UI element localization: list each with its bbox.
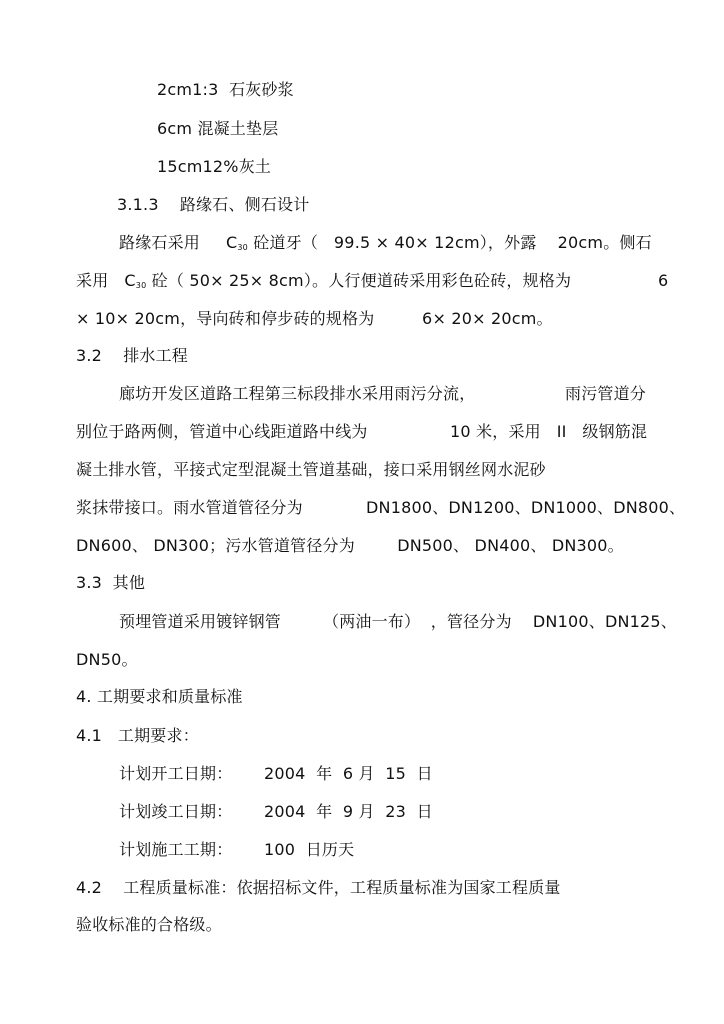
start-date-value: 2004 年 6 月 15 日 bbox=[264, 764, 433, 783]
other-line-1-a: 预埋管道采用镀锌钢管 bbox=[119, 612, 282, 631]
section-4-heading: 4. 工期要求和质量标准 bbox=[76, 687, 243, 706]
curb-grade-subscript: 30 bbox=[237, 243, 248, 252]
other-line-1-b: （两油一布） ，管径分为 DN100、DN125、 bbox=[323, 612, 677, 631]
curb-text-b: 砼道牙（ 99.5 × 40× 12cm），外露 20cm。侧石 bbox=[247, 233, 652, 252]
curb-grade-letter: C bbox=[226, 233, 238, 252]
section-3-1-3-heading: 3.1.3 路缘石、侧石设计 bbox=[117, 195, 310, 214]
side-stone-text-b: 砼（ 50× 25× 8cm）。人行便道砖采用彩色砼砖，规格为 bbox=[146, 271, 572, 290]
completion-date-label: 计划竣工日期： bbox=[119, 802, 233, 821]
section-3-2-heading: 3.2 排水工程 bbox=[76, 346, 188, 365]
drainage-line-2-a: 别位于路两侧，管道中心线距道路中线为 bbox=[76, 422, 368, 441]
pavement-layer-2: 6cm 混凝土垫层 bbox=[157, 119, 279, 138]
drainage-line-4-a: 浆抹带接口。雨水管道管径分为 bbox=[76, 498, 303, 517]
drainage-line-2-b: 10 米，采用 II 级钢筋混 bbox=[450, 422, 648, 441]
quality-standard-line-2: 验收标准的合格级。 bbox=[76, 915, 222, 934]
duration-value: 100 日历天 bbox=[264, 840, 355, 859]
curb-paragraph-line-3: × 10× 20cm，导向砖和停步砖的规格为 6× 20× 20cm。 bbox=[76, 309, 553, 328]
drainage-line-1-a: 廊坊开发区道路工程第三标段排水采用雨污分流， bbox=[119, 384, 476, 403]
pavement-layer-3: 15cm12%灰土 bbox=[157, 157, 272, 176]
drainage-line-1-b: 雨污管道分 bbox=[565, 384, 647, 403]
duration-label: 计划施工工期： bbox=[119, 840, 233, 859]
drainage-line-5: DN600、 DN300；污水管道管径分为 DN500、 DN400、 DN300。 bbox=[76, 536, 624, 555]
side-stone-grade-letter: C bbox=[124, 271, 136, 290]
quality-standard-line-1: 4.2 工程质量标准：依据招标文件，工程质量标准为国家工程质量 bbox=[76, 878, 561, 897]
paver-spec-leading-digit: 6 bbox=[658, 271, 669, 290]
pavement-layer-1: 2cm1:3 石灰砂浆 bbox=[157, 80, 294, 99]
section-4-1-heading: 4.1 工期要求： bbox=[76, 726, 199, 745]
drainage-line-4-b: DN1800、DN1200、DN1000、DN800、 bbox=[366, 498, 686, 517]
section-3-3-heading: 3.3 其他 bbox=[76, 573, 146, 592]
curb-paragraph-line-1 bbox=[119, 233, 652, 258]
drainage-line-3: 凝土排水管，平接式定型混凝土管道基础，接口采用钢丝网水泥砂 bbox=[76, 460, 546, 479]
completion-date-value: 2004 年 9 月 23 日 bbox=[264, 802, 433, 821]
curb-text-a: 路缘石采用 bbox=[119, 233, 201, 252]
start-date-label: 计划开工日期： bbox=[119, 764, 233, 783]
curb-paragraph-line-2 bbox=[76, 271, 571, 296]
side-stone-text-a: 采用 bbox=[76, 271, 109, 290]
other-line-2: DN50。 bbox=[76, 650, 138, 669]
side-stone-grade-subscript: 30 bbox=[135, 281, 147, 290]
